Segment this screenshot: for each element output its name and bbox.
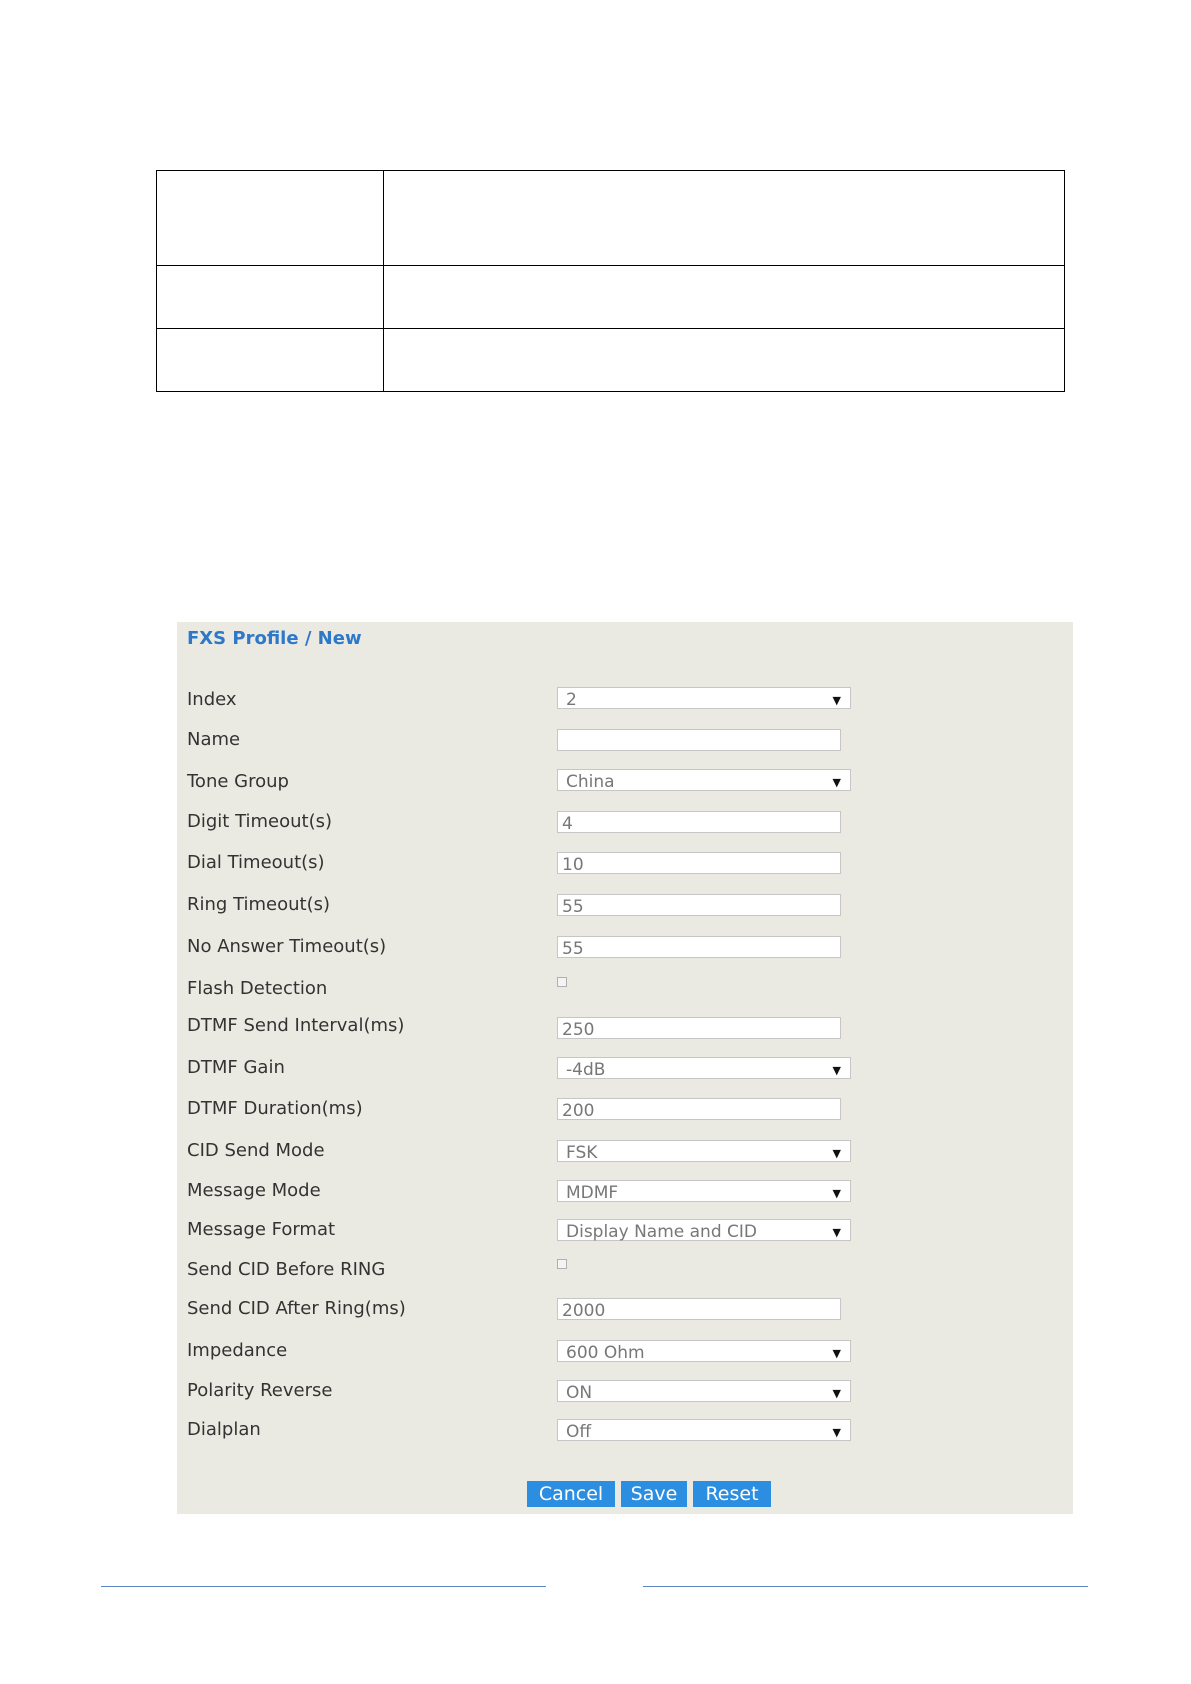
footer-rule-right [643,1586,1088,1587]
dtmf-gain-select[interactable] [557,1057,851,1079]
table-cell [384,171,1065,266]
send-cid-before-ring-checkbox[interactable] [557,1259,567,1269]
index-select[interactable] [557,687,851,709]
digit-timeout-label: Digit Timeout(s) [187,811,333,832]
message-format-select[interactable] [557,1219,851,1241]
dial-timeout-row [177,851,1073,887]
chevron-down-icon: ▼ [832,1226,841,1239]
table-cell [157,266,384,329]
panel-title: FXS Profile / New [187,628,362,649]
polarity-reverse-label: Polarity Reverse [187,1380,333,1401]
index-value: 2 [566,690,577,710]
ring-timeout-row [177,893,1073,929]
impedance-label: Impedance [187,1340,288,1361]
send-cid-before-ring-row [177,1258,1073,1294]
name-input[interactable] [557,729,841,751]
dial-timeout-label: Dial Timeout(s) [187,852,325,873]
cancel-button[interactable]: Cancel [527,1481,615,1507]
dtmf-gain-value: -4dB [566,1060,606,1080]
cid-send-mode-select[interactable] [557,1140,851,1162]
no-answer-timeout-label: No Answer Timeout(s) [187,936,387,957]
digit-timeout-row [177,810,1073,846]
dtmf-gain-row [177,1056,1073,1092]
table-row [157,329,1065,392]
fxs-profile-panel [177,622,1073,1514]
tone-group-select[interactable] [557,769,851,791]
chevron-down-icon: ▼ [832,1187,841,1200]
polarity-reverse-row [177,1379,1073,1415]
dialplan-select[interactable] [557,1419,851,1441]
dialplan-row [177,1418,1073,1454]
no-answer-timeout-row [177,935,1073,971]
table-cell [157,329,384,392]
flash-detection-checkbox[interactable] [557,977,567,987]
dialplan-value: Off [566,1422,592,1442]
index-row [177,688,1073,724]
ring-timeout-input[interactable]: 55 [557,894,841,916]
polarity-reverse-select[interactable] [557,1380,851,1402]
chevron-down-icon: ▼ [832,1147,841,1160]
impedance-value: 600 Ohm [566,1343,645,1363]
index-label: Index [187,689,237,710]
send-cid-before-ring-label: Send CID Before RING [187,1259,386,1280]
dtmf-send-interval-label: DTMF Send Interval(ms) [187,1015,405,1036]
polarity-reverse-value: ON [566,1383,593,1403]
flash-detection-label: Flash Detection [187,978,328,999]
table-row [157,266,1065,329]
chevron-down-icon: ▼ [832,1426,841,1439]
name-label: Name [187,729,241,750]
impedance-row [177,1339,1073,1375]
dtmf-send-interval-input[interactable]: 250 [557,1017,841,1039]
message-mode-row [177,1179,1073,1215]
cid-send-mode-value: FSK [566,1143,598,1163]
message-format-value: Display Name and CID [566,1222,757,1242]
footer-rule-left [101,1586,546,1587]
chevron-down-icon: ▼ [832,694,841,707]
table-cell [384,329,1065,392]
dtmf-duration-input[interactable]: 200 [557,1098,841,1120]
send-cid-after-ring-row [177,1297,1073,1333]
tone-group-label: Tone Group [187,771,289,792]
impedance-select[interactable] [557,1340,851,1362]
dialplan-label: Dialplan [187,1419,261,1440]
chevron-down-icon: ▼ [832,1064,841,1077]
tone-group-row [177,770,1073,806]
cid-send-mode-row [177,1139,1073,1175]
message-mode-select[interactable] [557,1180,851,1202]
flash-detection-row [177,977,1073,1013]
dtmf-duration-label: DTMF Duration(ms) [187,1098,363,1119]
tone-group-value: China [566,772,615,792]
name-row [177,728,1073,764]
dtmf-gain-label: DTMF Gain [187,1057,285,1078]
message-mode-label: Message Mode [187,1180,321,1201]
document-table [156,170,1065,392]
dtmf-duration-row [177,1097,1073,1133]
table-cell [157,171,384,266]
dial-timeout-input[interactable]: 10 [557,852,841,874]
chevron-down-icon: ▼ [832,1347,841,1360]
table-cell [384,266,1065,329]
message-format-row [177,1218,1073,1254]
send-cid-after-ring-input[interactable]: 2000 [557,1298,841,1320]
dtmf-send-interval-row [177,1014,1073,1050]
no-answer-timeout-input[interactable]: 55 [557,936,841,958]
send-cid-after-ring-label: Send CID After Ring(ms) [187,1298,406,1319]
message-format-label: Message Format [187,1219,336,1240]
chevron-down-icon: ▼ [832,1387,841,1400]
digit-timeout-input[interactable]: 4 [557,811,841,833]
table-row [157,171,1065,266]
ring-timeout-label: Ring Timeout(s) [187,894,331,915]
cid-send-mode-label: CID Send Mode [187,1140,325,1161]
chevron-down-icon: ▼ [832,776,841,789]
reset-button[interactable]: Reset [693,1481,771,1507]
message-mode-value: MDMF [566,1183,619,1203]
save-button[interactable]: Save [621,1481,687,1507]
